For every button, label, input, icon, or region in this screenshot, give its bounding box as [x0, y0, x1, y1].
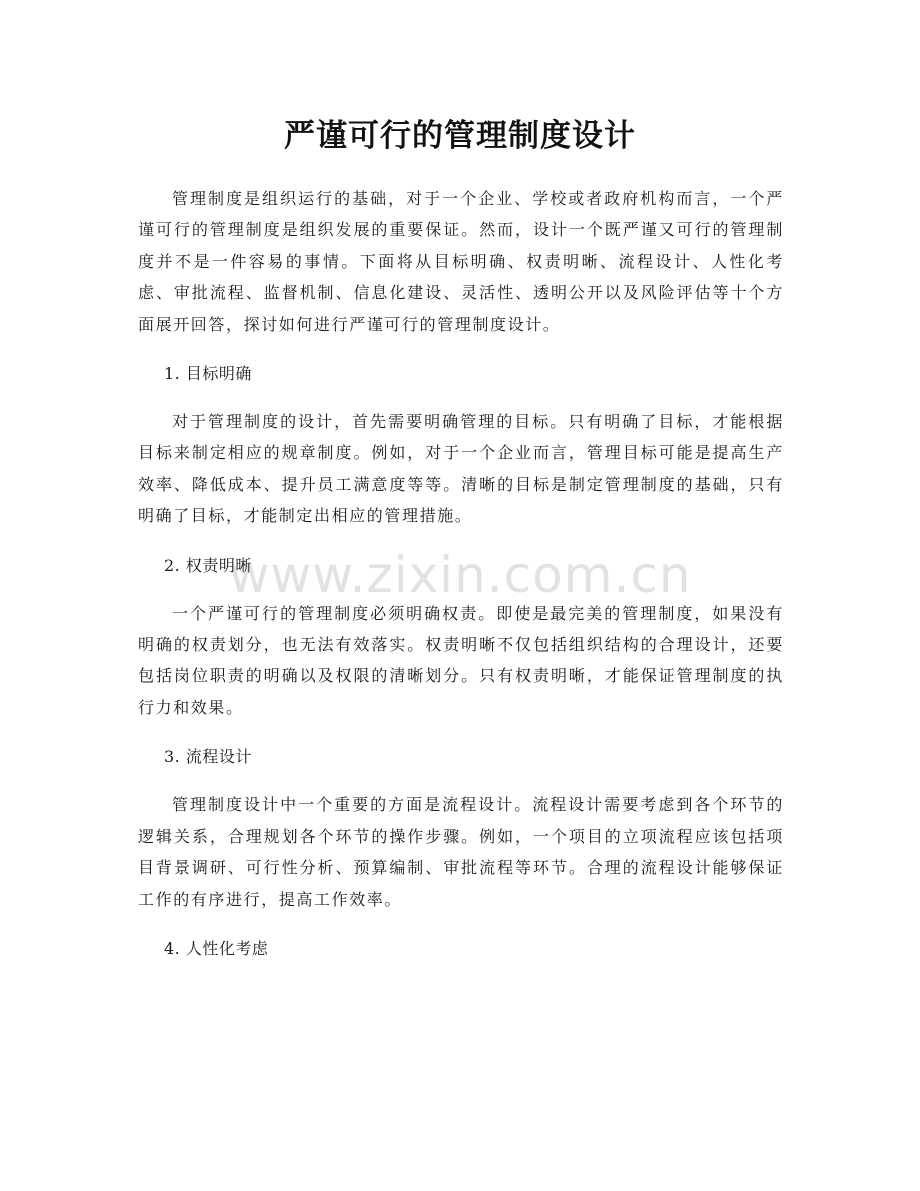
- section-heading: 1. 目标明确: [164, 364, 252, 384]
- section-heading: 4. 人性化考虑: [164, 938, 269, 958]
- section-paragraph: 管理制度设计中一个重要的方面是流程设计。流程设计需要考虑到各个环节的逻辑关系，合理规划各个环节的操作步骤。例如，一个项目的立项流程应该包括项目背景调研、可行性分析、预算编制、审批流程等环节。合理的流程设计能够保证工作的有序进行，提高工作效率。: [138, 795, 784, 909]
- section-paragraph: 一个严谨可行的管理制度必须明确权责。即使是最完美的管理制度，如果没有明确的权责划分，也无法有效落实。权责明晰不仅包括组织结构的合理设计，还要包括岗位职责的明确以及权限的清晰划分。只有权责明晰，才能保证管理制度的执行力和效果。: [138, 603, 784, 717]
- section-paragraph: 对于管理制度的设计，首先需要明确管理的目标。只有明确了目标，才能根据目标来制定相应的规章制度。例如，对于一个企业而言，管理目标可能是提高生产效率、降低成本、提升员工满意度等等。清晰的目标是制定管理制度的基础，只有明确了目标，才能制定出相应的管理措施。: [138, 412, 784, 526]
- document-title: 严谨可行的管理制度设计: [284, 118, 636, 154]
- section-heading: 2. 权责明晰: [164, 555, 252, 575]
- section-heading: 3. 流程设计: [164, 747, 252, 767]
- intro-paragraph: 管理制度是组织运行的基础，对于一个企业、学校或者政府机构而言，一个严谨可行的管理制度是组织发展的重要保证。然而，设计一个既严谨又可行的管理制度并不是一件容易的事情。下面将从目标明确、权责明晰、流程设计、人性化考虑、审批流程、监督机制、信息化建设、灵活性、透明公开以及风险评估等十个方面展开回答，探讨如何进行严谨可行的管理制度设计。: [138, 189, 784, 334]
- document-body: [138, 183, 784, 964]
- watermark: www.zixin.com.cn: [228, 546, 692, 604]
